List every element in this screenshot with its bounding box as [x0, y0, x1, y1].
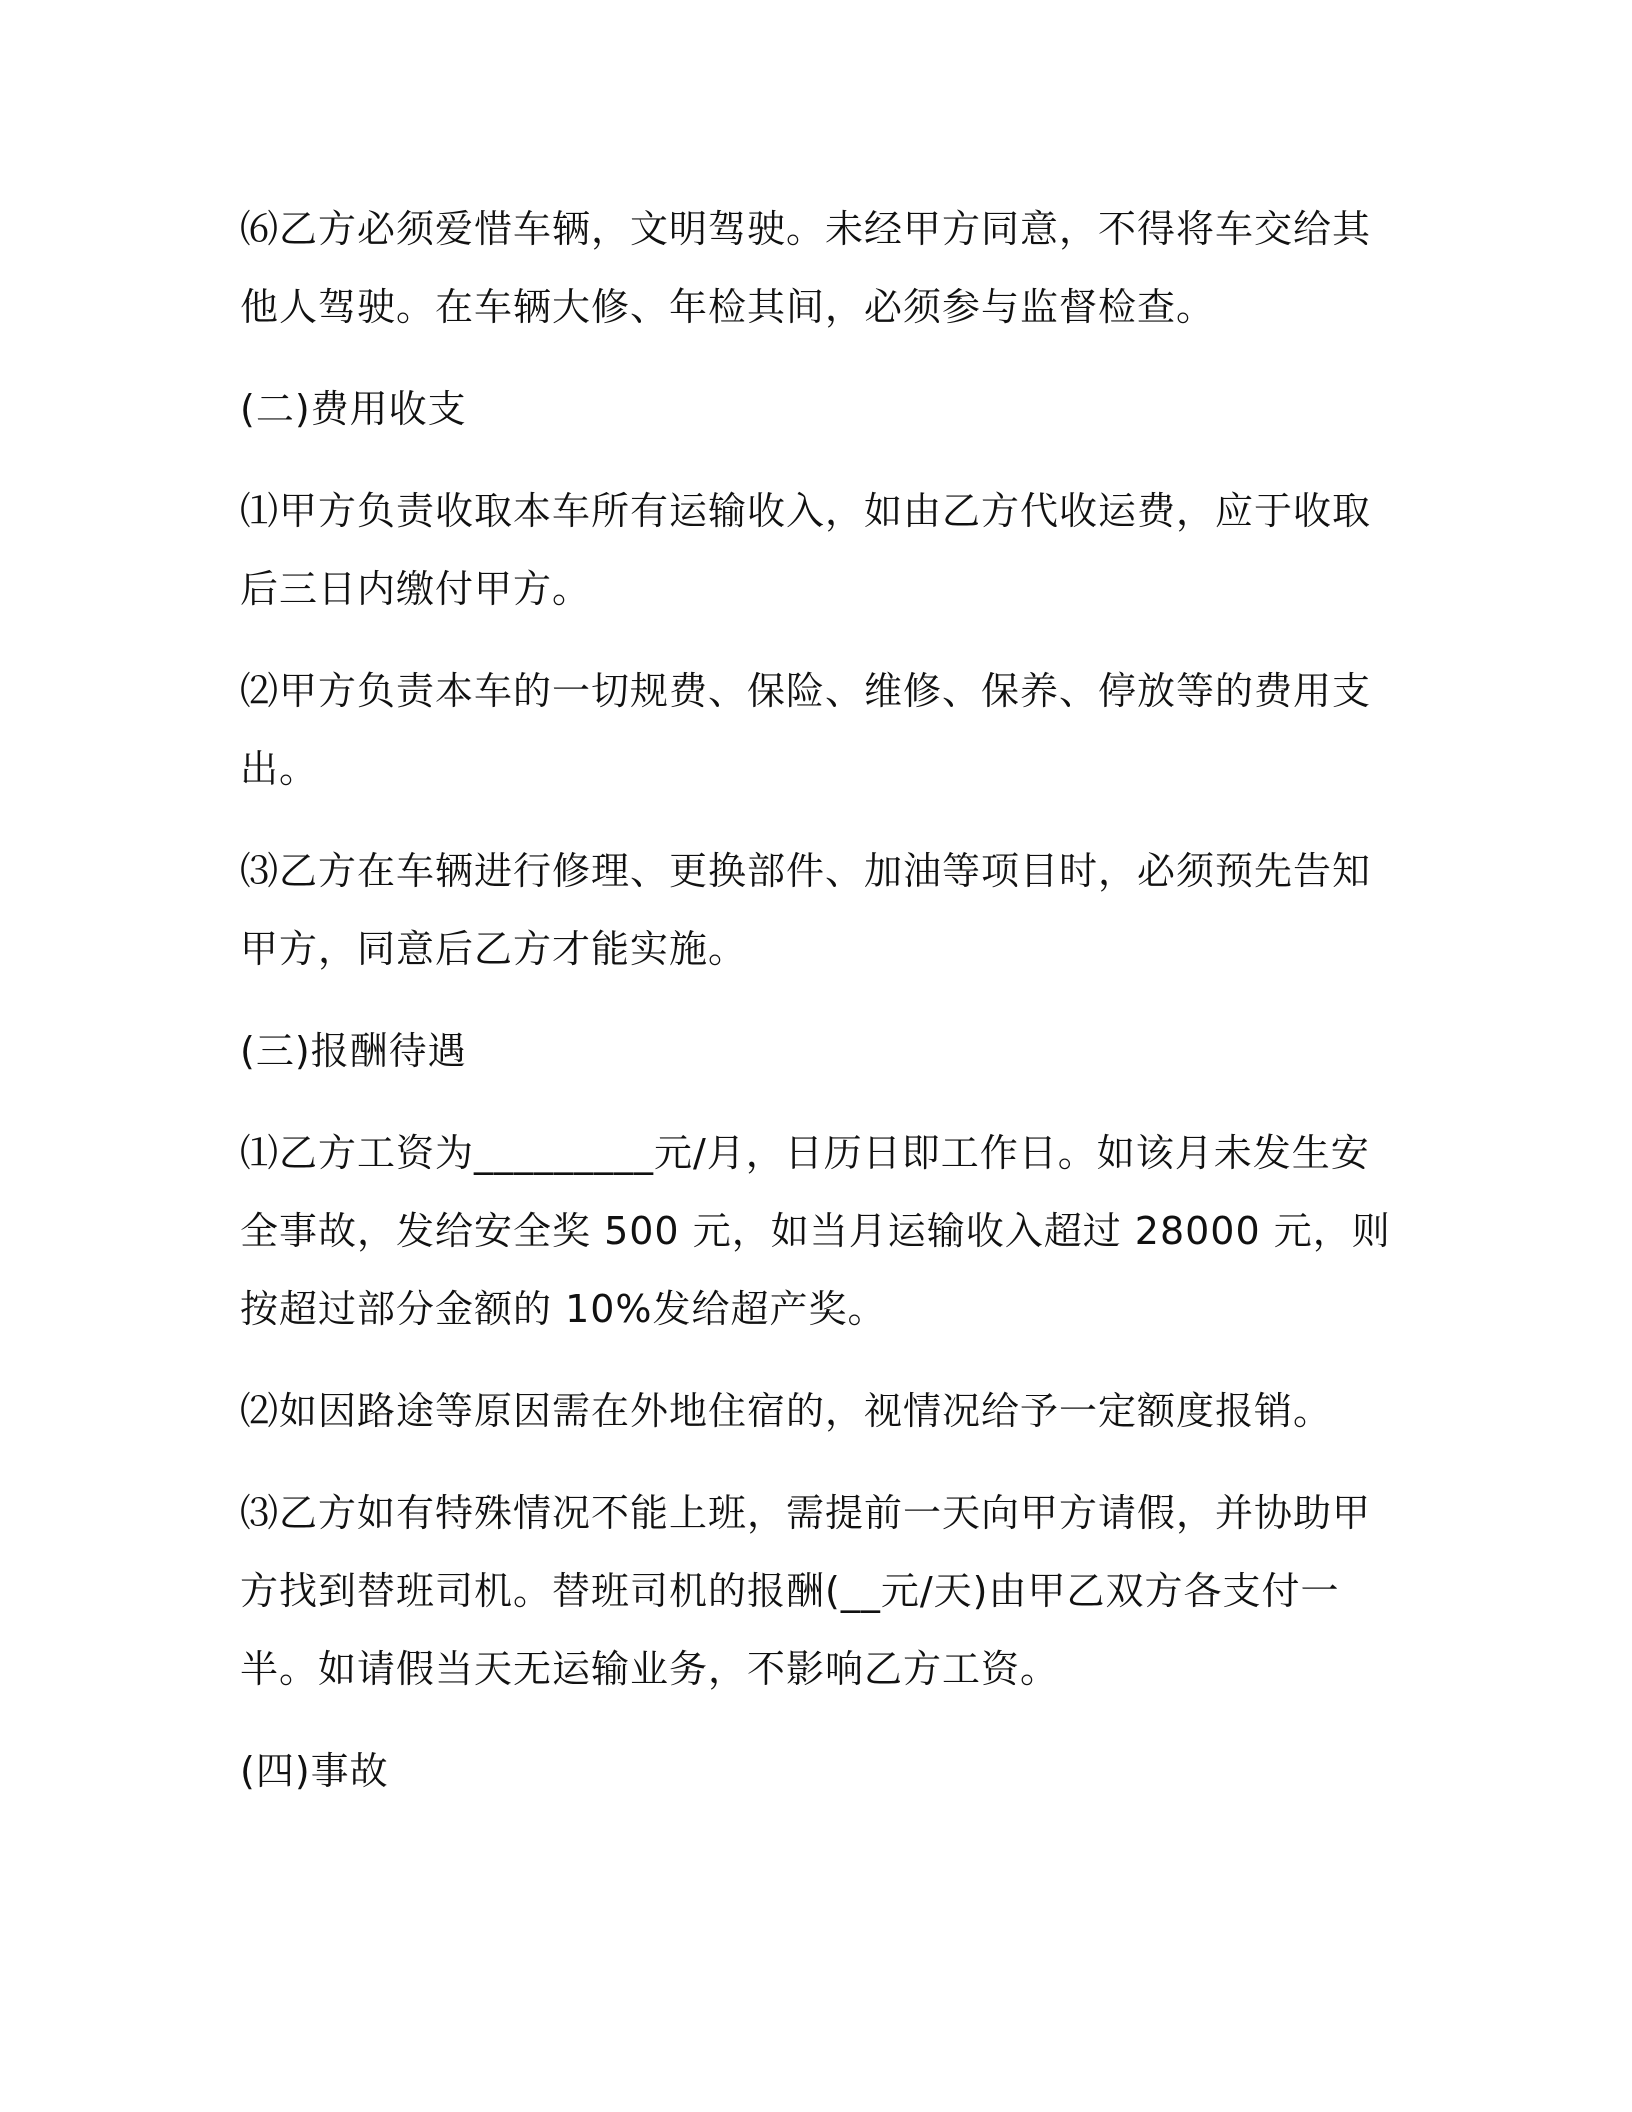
clause-3-leave: ⑶乙方如有特殊情况不能上班，需提前一天向甲方请假，并协助甲方找到替班司机。替班司机的报酬(__元/天)由甲乙双方各支付一半。如请假当天无运输业务，不影响乙方工资。 [240, 1491, 1372, 1691]
clause-2-lodging: ⑵如因路途等原因需在外地住宿的，视情况给予一定额度报销。 [240, 1389, 1333, 1433]
document-page [240, 190, 1400, 1834]
clause-1-revenue-collection: ⑴甲方负责收取本车所有运输收入，如由乙方代收运费，应于收取后三日内缴付甲方。 [240, 489, 1372, 611]
section-heading-compensation: (三)报酬待遇 [240, 1029, 467, 1073]
clause-2-expense-payment: ⑵甲方负责本车的一切规费、保险、维修、保养、停放等的费用支出。 [240, 669, 1372, 791]
section-heading-expenses: (二)费用收支 [240, 387, 467, 431]
section-heading-accidents: (四)事故 [240, 1749, 389, 1793]
clause-3-repair-notice: ⑶乙方在车辆进行修理、更换部件、加油等项目时，必须预先告知甲方，同意后乙方才能实施。 [240, 849, 1372, 971]
clause-1-salary: ⑴乙方工资为_________元/月，日历日即工作日。如该月未发生安全事故，发给安全奖 500 元，如当月运输收入超过 28000 元，则按超过部分金额的 10%发给超产奖。 [240, 1131, 1391, 1331]
clause-6-care-of-vehicle: ⑹乙方必须爱惜车辆，文明驾驶。未经甲方同意，不得将车交给其他人驾驶。在车辆大修、年检其间，必须参与监督检查。 [240, 207, 1372, 329]
